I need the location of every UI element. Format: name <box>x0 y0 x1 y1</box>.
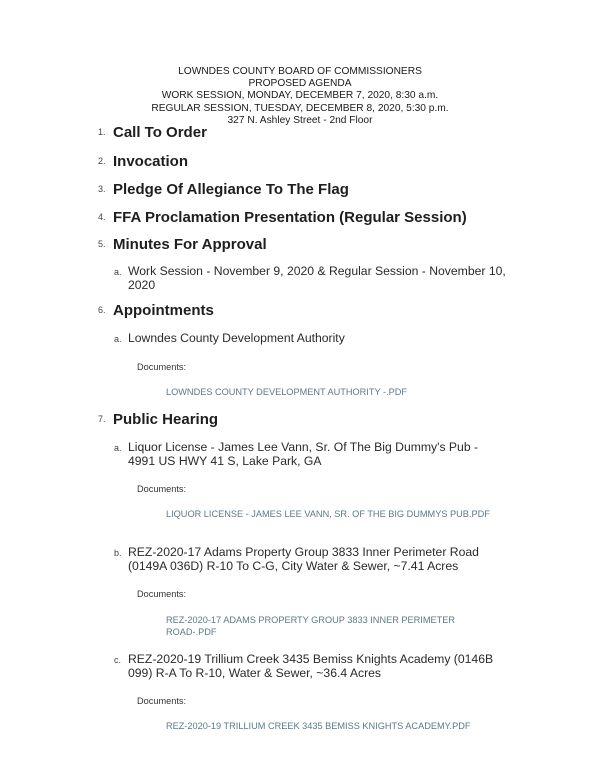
documents-label: Documents: <box>137 362 187 372</box>
documents-label: Documents: <box>137 484 187 494</box>
item-number: 7. <box>98 414 106 424</box>
item-number: 5. <box>98 239 106 249</box>
subitem-letter: c. <box>114 655 122 665</box>
header-location: 327 N. Ashley Street - 2nd Floor <box>227 114 373 126</box>
subitem-letter: a. <box>114 443 122 453</box>
item-number: 4. <box>98 212 106 222</box>
agenda-item-title: Invocation <box>113 153 189 170</box>
agenda-item-title: Pledge Of Allegiance To The Flag <box>113 181 349 198</box>
document-link[interactable]: REZ-2020-19 TRILLIUM CREEK 3435 BEMISS KNIGHTS ACADEMY.PDF <box>166 721 471 731</box>
item-number: 6. <box>98 305 106 315</box>
subitem-text: REZ-2020-19 Trillium Creek 3435 Bemiss Knights Academy (0146B 099) R-A To R-10, Water & Sewer, ~36.4 Acres <box>128 652 494 680</box>
header-doc-title: PROPOSED AGENDA <box>248 78 352 90</box>
item-number: 2. <box>98 156 106 166</box>
document-link[interactable]: LIQUOR LICENSE - JAMES LEE VANN, SR. OF THE BIG DUMMYS PUB.PDF <box>166 509 490 519</box>
agenda-item-title: Public Hearing <box>113 411 219 428</box>
subitem-letter: b. <box>114 548 122 558</box>
documents-label: Documents: <box>137 696 187 706</box>
document-link[interactable]: LOWNDES COUNTY DEVELOPMENT AUTHORITY -.PDF <box>166 387 407 397</box>
agenda-header <box>0 66 600 127</box>
subitem-letter: a. <box>114 334 122 344</box>
subitem-text: REZ-2020-17 Adams Property Group 3833 Inner Perimeter Road (0149A 036D) R-10 To C-G, City Water & Sewer, ~7.41 Acres <box>128 545 479 573</box>
item-number: 1. <box>98 127 106 137</box>
agenda-item-title: Call To Order <box>113 124 207 141</box>
header-work-session: WORK SESSION, MONDAY, DECEMBER 7, 2020, 8:30 a.m. <box>161 90 439 102</box>
documents-label: Documents: <box>137 589 187 599</box>
header-org: LOWNDES COUNTY BOARD OF COMMISSIONERS <box>178 66 422 77</box>
agenda-item-title: Appointments <box>113 302 214 319</box>
subitem-letter: a. <box>114 267 122 277</box>
subitem-text: Liquor License - James Lee Vann, Sr. Of The Big Dummy's Pub - 4991 US HWY 41 S, Lake Park, GA <box>128 440 479 468</box>
item-number: 3. <box>98 184 106 194</box>
subitem-text: Lowndes County Development Authority <box>128 331 345 345</box>
agenda-item-title: FFA Proclamation Presentation (Regular Session) <box>113 209 467 226</box>
subitem-text: Work Session - November 9, 2020 & Regular Session - November 10, 2020 <box>128 264 506 292</box>
document-link[interactable]: REZ-2020-17 ADAMS PROPERTY GROUP 3833 INNER PERIMETER ROAD-.PDF <box>166 615 455 637</box>
agenda-item-title: Minutes For Approval <box>113 236 267 253</box>
header-regular-session: REGULAR SESSION, TUESDAY, DECEMBER 8, 2020, 5:30 p.m. <box>151 102 449 114</box>
